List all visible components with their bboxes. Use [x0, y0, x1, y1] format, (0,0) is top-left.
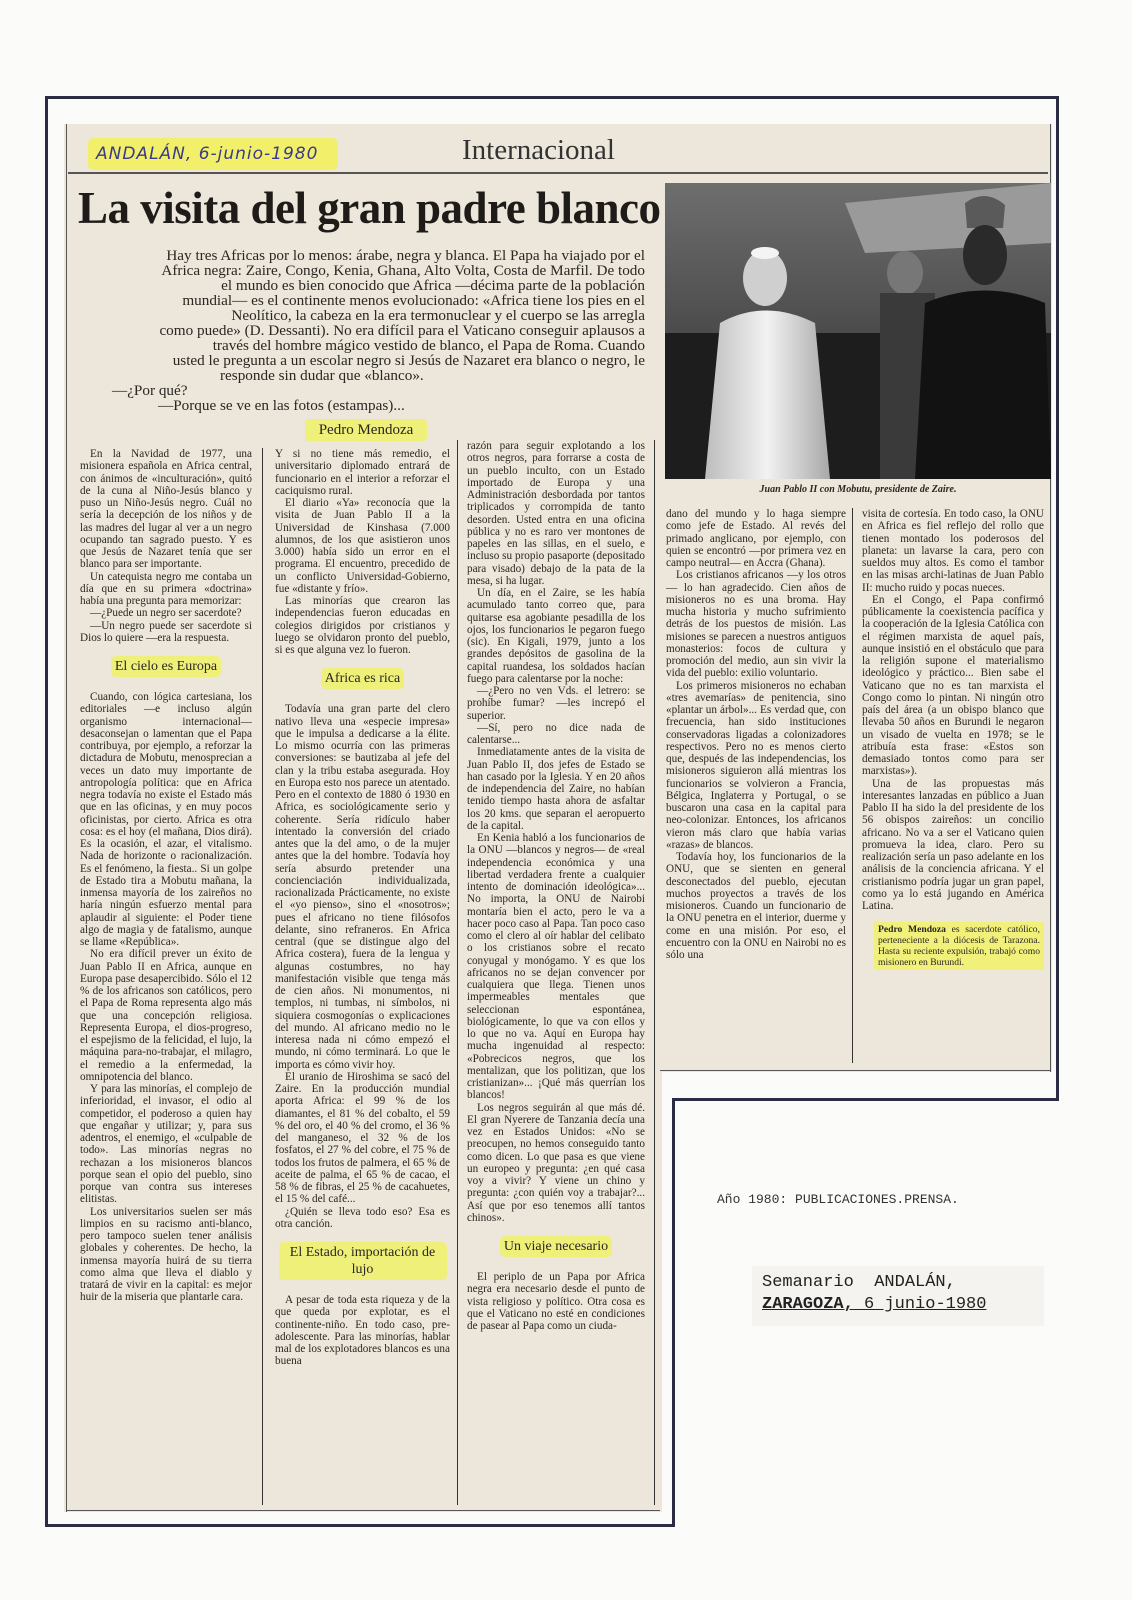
frame-step: [672, 1098, 1059, 1101]
subheading: El cielo es Europa: [111, 656, 221, 677]
paragraph: Una de las propuestas más interesantes lanzadas en público a Juan Pablo II ha sido la del presidente de los 56 obispos zaireños: un concilio africano. No va a ser el Vaticano quien promueva la idea, claro. Pero su realización sería un paso adelante en los análisis de la conciencia africana. Y el cristianismo podría jugar un gran papel, como ya lo está jugando en América Latina.: [862, 777, 1044, 912]
column-4: [666, 508, 846, 1068]
column-divider: [852, 508, 853, 1063]
intro-line: Hay tres Africas por lo menos: árabe, negra y blanca. El Papa ha viajado por el: [166, 247, 645, 264]
paragraph: Todavía una gran parte del clero nativo lleva una «especie impresa» que le impulsa a dedicarse a la élite. Lo mismo ocurría con las primeras conversiones: se bautizaba al jefe del clan y la tribu estaba asegurada. Hoy en Europa esto nos parece un atentado. Pero en el contexto de 1880 ó 1930 en Africa, es sociológicamente serio y coherente. Sería ridículo haber intentado la conversión del criado antes que la del amo, o de la mujer antes que la del hombre. Todavía hoy sería absurdo pretender una concienciación individualizada, racionalizada Prácticamente, no existe el «yo pienso», sino el «nosotros»; pues el africano no tiene filósofos delante, sino refraneros. En Africa central (que se distingue algo del Africa costera), fuera de la lengua y algunas costumbres, no hay manifestación visible que tenga más de cien años. Ni monumentos, ni templos, ni tumbas, ni símbolos, ni siquiera cosmogonías o explicaciones del mundo. Al africano medio no le interesa nada ni cómo empezó el mundo, ni cómo terminará. Lo que le importa es cómo vivir hoy.: [275, 703, 450, 1071]
paragraph: Un catequista negro me contaba un día que en su primera «doctrina» había una pregunta para memorizar:: [80, 570, 252, 607]
paragraph: razón para seguir explotando a los otros negros, para forrarse a costa de un pueblo inculto, con un Estado importado de Europa y una Administración desbordada por tantos triplicados y corrompida de tanto desorden. Usted entra en una oficina pública y no es raro ver montones de papeles en las sillas, en el suelo, e incluso su propio pasaporte (depositado para visado) debajo de la pata de la mesa, si ha lugar.: [467, 440, 645, 587]
author-byline: Pedro Mendoza: [305, 419, 427, 441]
paragraph: Y para las minorías, el complejo de inferioridad, el invasor, el odio al competidor, el poderoso a quien hay que engañar y utilizar; y, para sus adentros, el enemigo, el «culpable de todo». Las minorías negras no rechazan a los misioneros blancos porque sean el opio del pueblo, sino porque van contra sus intereses elitistas.: [80, 1083, 252, 1206]
header-rule: [68, 172, 1048, 174]
paragraph: —Sí, pero no dice nada de calentarse...: [467, 721, 645, 746]
author-bio: [874, 922, 1044, 970]
paragraph: Inmediatamente antes de la visita de Juan Pablo II, dos jefes de Estado se han casado por la Iglesia. Y en 20 años de independencia del Zaire, no habían tenido tiempo hasta ahora de asfaltar los 20 kms. que separan el aeropuerto de la capital.: [467, 746, 645, 832]
paragraph: En la Navidad de 1977, una misionera española en Africa central, con ánimos de «inculturación», quitó de la cuna al Niño-Jesús blanco y puso un Niño-Jesús negro. Cuál no sería la decepción de los niños y de las madres del lugar al ver a un negro ocupando tan sagrado puesto. Y es que Jesús de Nazaret tenía que ser blanco para ser importante.: [80, 448, 252, 571]
typed-city: ZARAGOZA,: [762, 1295, 854, 1314]
archive-note: Año 1980: PUBLICACIONES.PRENSA.: [717, 1192, 959, 1207]
paragraph: Y si no tiene más remedio, el universitario diplomado entrará de funcionario en el interior a reforzar el caciquismo rural.: [275, 448, 450, 497]
paragraph: Todavía hoy, los funcionarios de la ONU, que se sienten en general desconectados del pueblo, ejecutan muchos proyectos a través de los misioneros. Cuando un funcionario de la ONU penetra en el interior, duerme y come en una misión. Por eso, el encuentro con la ONU en Nairobi no es sólo una: [666, 851, 846, 961]
section-title: Internacional: [462, 134, 615, 166]
photo-caption: Juan Pablo II con Mobutu, presidente de Zaire.: [759, 484, 957, 495]
intro-line: Neolítico, la cabeza en la era termonuclear y el cuerpo se las arregla: [231, 307, 645, 324]
paragraph: El uranio de Hiroshima se sacó del Zaire. En la producción mundial aporta Africa: el 99 % de los diamantes, el 81 % del cobalto, el 59 % del oro, el 40 % del cromo, el 36 % del manganeso, el 32 % de los fosfatos, el 27 % del cobre, el 75 % de todos los frutos de palmera, el 65 % de aceite de palma, el 65 % de cacao, el 58 % de fibras, el 25 % de cacahuetes, el 15 % del café...: [275, 1070, 450, 1206]
frame-right: [1056, 96, 1059, 1100]
author-bio-name: Pedro Mendoza: [878, 924, 946, 936]
frame-left: [45, 96, 48, 1527]
intro-line: Africa negra: Zaire, Congo, Kenia, Ghana, Alto Volta, Costa de Marfil. De todo: [161, 262, 645, 279]
paragraph: El diario «Ya» reconocía que la visita de Juan Pablo II a la Universidad de Kinshasa (7.000 alumnos, de los que asistieron unos 3.000) había sido un error en el programa. El encuentro, precedido de un conflicto Universidad-Gobierno, fue «distante y frío».: [275, 497, 450, 595]
paragraph: No era difícil prever un éxito de Juan Pablo II en Africa, aunque en Europa pase desapercibido. Sólo el 12 % de los africanos son católicos, pero el Papa de Roma representa algo más que una concepción religiosa. Representa Europa, el dios-progreso, el espejismo de la felicidad, el lujo, la máquina para-no-trabajar, el milagro, el remedio a la enfermedad, la omnipotencia del blanco.: [80, 948, 252, 1083]
column-3: [467, 440, 645, 1507]
paragraph: Cuando, con lógica cartesiana, los editoriales —e incluso algún organismo internacional— desaconsejan o lamentan que el Papa contribuya, por ejemplo, a reforzar la dictadura de Mobutu, menosprecian a veces un dato muy importante de antropología política: que en Africa negra todavía no existe el Estado más que en las oficinas, y en muy pocos oficinistas, por cierto. Africa es otra cosa: es el hoy (el mañana, Dios dirá). Es la ocasión, el azar, el vitalismo. Nada de horizonte o racionalización. Es el fenómeno, la fiesta.. Si un golpe de Estado tira a Mobutu mañana, la inmensa mayoría de los zaireños no haría ningún esfuerzo mental para aplaudir al siguiente: el Poder tiene algo de magia y de fatalismo, aunque se llame «República».: [80, 691, 252, 948]
paragraph: —¿Puede un negro ser sacerdote?: [90, 607, 242, 620]
photo-pope-mobutu-image: [665, 183, 1051, 479]
news-photo: [665, 183, 1051, 479]
headline: La visita del gran padre blanco: [78, 183, 661, 233]
subheading: Un viaje necesario: [500, 1236, 612, 1257]
paragraph: —Un negro puede ser sacerdote si Dios lo quiere —era la respuesta.: [80, 619, 252, 644]
intro-line: mundial— es el continente menos evolucionado: «Africa tiene los pies en el: [182, 292, 645, 309]
intro-question: —¿Por qué?: [112, 382, 188, 399]
column-5: [862, 508, 1044, 1068]
paragraph: En Kenia habló a los funcionarios de la ONU —blancos y negros— de «real independencia económica y una libertad verdadera frente a cualquier intento de dominación ideológica»... No importa, la ONU de Nairobi montaría bien el acto, pero le va a hacer poco caso al Papa. Tan poco caso como el clero al oír hablar del celibato o los cristianos sobre el recato conyugal y monógamo. Y es que los africanos no se dejan convencer por cualquiera que llega. Tienen unos impermeables mentales que seleccionan espontánea, biológicamente, lo que va con ellos y lo que no va. Aquí en Europa hay mucha ingenuidad al respecto: «Pobrecicos negros, que los mentalizan, que los politizan, que los cristianizan»... ¡Qué más querrían los blancos!: [467, 832, 645, 1102]
column-divider: [262, 448, 263, 1505]
paragraph: Los cristianos africanos —y los otros— lo han agradecido. Cien años de misioneros no es una broma. Hay mucha historia y mucho sufrimiento detrás de los puestos de misión. Las misiones se parecen a nuestros antiguos monasterios: focos de cultura y promoción del medio, aun sin vivir la vida del pueblo: exilio voluntario.: [666, 569, 846, 680]
clipping-bottom-rule: [66, 1510, 660, 1511]
paragraph: Los negros seguirán al que más dé. El gran Nyerere de Tanzania decía una vez en Estados Unidos: «No se preocupen, no hemos conseguido tanto como dicen. Lo que pasa es que viene un europeo y pregunta: ¿en qué casa voy a vivir? Y viene un chino y pregunta: ¿con quién voy a trabajar?... Así que por eso tenemos allí tantos chinos».: [467, 1101, 645, 1224]
intro-line: el mundo es bien conocido que Africa —décima parte de la población: [221, 277, 645, 294]
frame-right-lower: [672, 1098, 675, 1527]
paragraph: Los primeros misioneros no echaban «tres avemarías» de penitencia, sino «plantar un árbol»... Es verdad que, con frecuencia, han sido instituciones conservadoras ligadas a colonizadores respectivos. Pero no es menos cierto que, después de las independencias, los misioneros siguieron allá mientras los funcionarios se volvieron a Francia, Bélgica, Inglaterra y Portugal, o se buscaron una casa en la capital para neo-colonizar. Entonces, los africanos vieron más claro que había varias «razas» de blancos.: [666, 679, 846, 851]
paragraph: —¿Pero no ven Vds. el letrero: se prohíbe fumar? —les increpó el superior.: [467, 685, 645, 722]
intro-line: responde sin dudar que «blanco».: [220, 367, 424, 384]
subheading: El Estado, importación de lujo: [279, 1242, 447, 1280]
column-divider: [457, 440, 458, 1505]
frame-bottom: [45, 1524, 675, 1527]
clipping-left-rule: [66, 124, 67, 1512]
paragraph: Un día, en el Zaire, se les había acumulado tanto correo que, para quitarse esa agobiante pesadilla de los ojos, los funcionarios le pegaron fuego (sic). En Kigali, 1979, junto a los grandes depósitos de gasolina de la capital ruandesa, los soldados hacían fuego para calentarse por la noche:: [467, 587, 645, 685]
paragraph: dano del mundo y lo haga siempre como jefe de Estado. Al revés del primado anglicano, por ejemplo, con quien se encontró —por primera vez en campo neutral— en Accra (Ghana).: [666, 508, 846, 569]
column-divider: [654, 440, 655, 1505]
column-2: [275, 448, 450, 1507]
frame-top: [45, 96, 1059, 99]
intro-line: través del hombre mágico vestido de blanco, el Papa de Roma. Cuando: [212, 337, 645, 354]
paragraph: Las minorías que crearon las independencias fueron educadas en colegios dirigidos por cristianos y luego se olvidaron pronto del pueblo, si es que alguna vez lo fueron.: [275, 595, 450, 656]
paragraph: ¿Quién se lleva todo eso? Esa es otra canción.: [275, 1205, 450, 1230]
paragraph: visita de cortesía. En todo caso, la ONU en Africa es fiel reflejo del rollo que tienen montado los poderosos del planeta: un lavarse la cara, pero con sueldos muy altos. Es como el tambor en las misas archi-latinas de Juan Pablo II: mucho ruido y pocas nueces.: [862, 508, 1044, 594]
intro-line: usted le pregunta a un escolar negro si Jesús de Nazaret era blanco o negro, le: [172, 352, 645, 369]
intro-answer: —Porque se ve en las fotos (estampas)...: [158, 397, 405, 414]
author-bio-text: es sacerdote católico, perteneciente a la diócesis de Tarazona. Hasta su reciente expulsión, trabajó como misionero en Burundi.: [878, 924, 1040, 969]
clipping-step-rule: [660, 1070, 1050, 1071]
typed-publication: Semanario ANDALÁN,: [762, 1273, 956, 1292]
paragraph: En el Congo, el Papa confirmó públicamente la coexistencia pacífica y la cooperación de la Iglesia Católica con el régimen marxista de aquel país, aunque insistió en el obstáculo que para la religión supone el materialismo ideológico y práctico... Bien sabe el Vaticano que no es tan marxista el Congo como lo pintan. Ni ningún otro país del área (a un obispo blanco que llevaba 50 años en Burundi le negaron un visado de vuelta en 1978; se le atribuía esta frase: «Estos son demasiado tontos como para ser marxistas»).: [862, 593, 1044, 778]
intro-line: como puede» (D. Dessanti). No era difícil para el Vaticano conseguir aplausos a: [159, 322, 645, 339]
typed-source-label: [752, 1266, 1044, 1326]
column-1: [80, 448, 252, 1507]
handwritten-date: ANDALÁN, 6-junio-1980: [88, 138, 338, 170]
intro: [90, 248, 645, 413]
paragraph: A pesar de toda esta riqueza y de la que queda por explotar, es el continente-niño. En todo caso, pre-adolescente. Para las minorías, hablar mal de los explotadores blancos es una buena: [275, 1294, 450, 1368]
paragraph: Los universitarios suelen ser más limpios en su racismo anti-blanco, pero tampoco suelen tener análisis globales y coherentes. De hecho, la inmensa mayoría huirá de su tierra como alma que lleva el diablo y tratará de vivir en la capital: es mejor huir de la miseria que plantarle cara.: [80, 1205, 252, 1304]
subheading: Africa es rica: [321, 668, 404, 689]
typed-date: 6 junio-1980: [853, 1295, 987, 1314]
paragraph: El periplo de un Papa por Africa negra era necesario desde el punto de vista religioso y político. Otra cosa es que el Vaticano no esté en condiciones de pasear al Papa como un ciuda-: [467, 1271, 645, 1332]
